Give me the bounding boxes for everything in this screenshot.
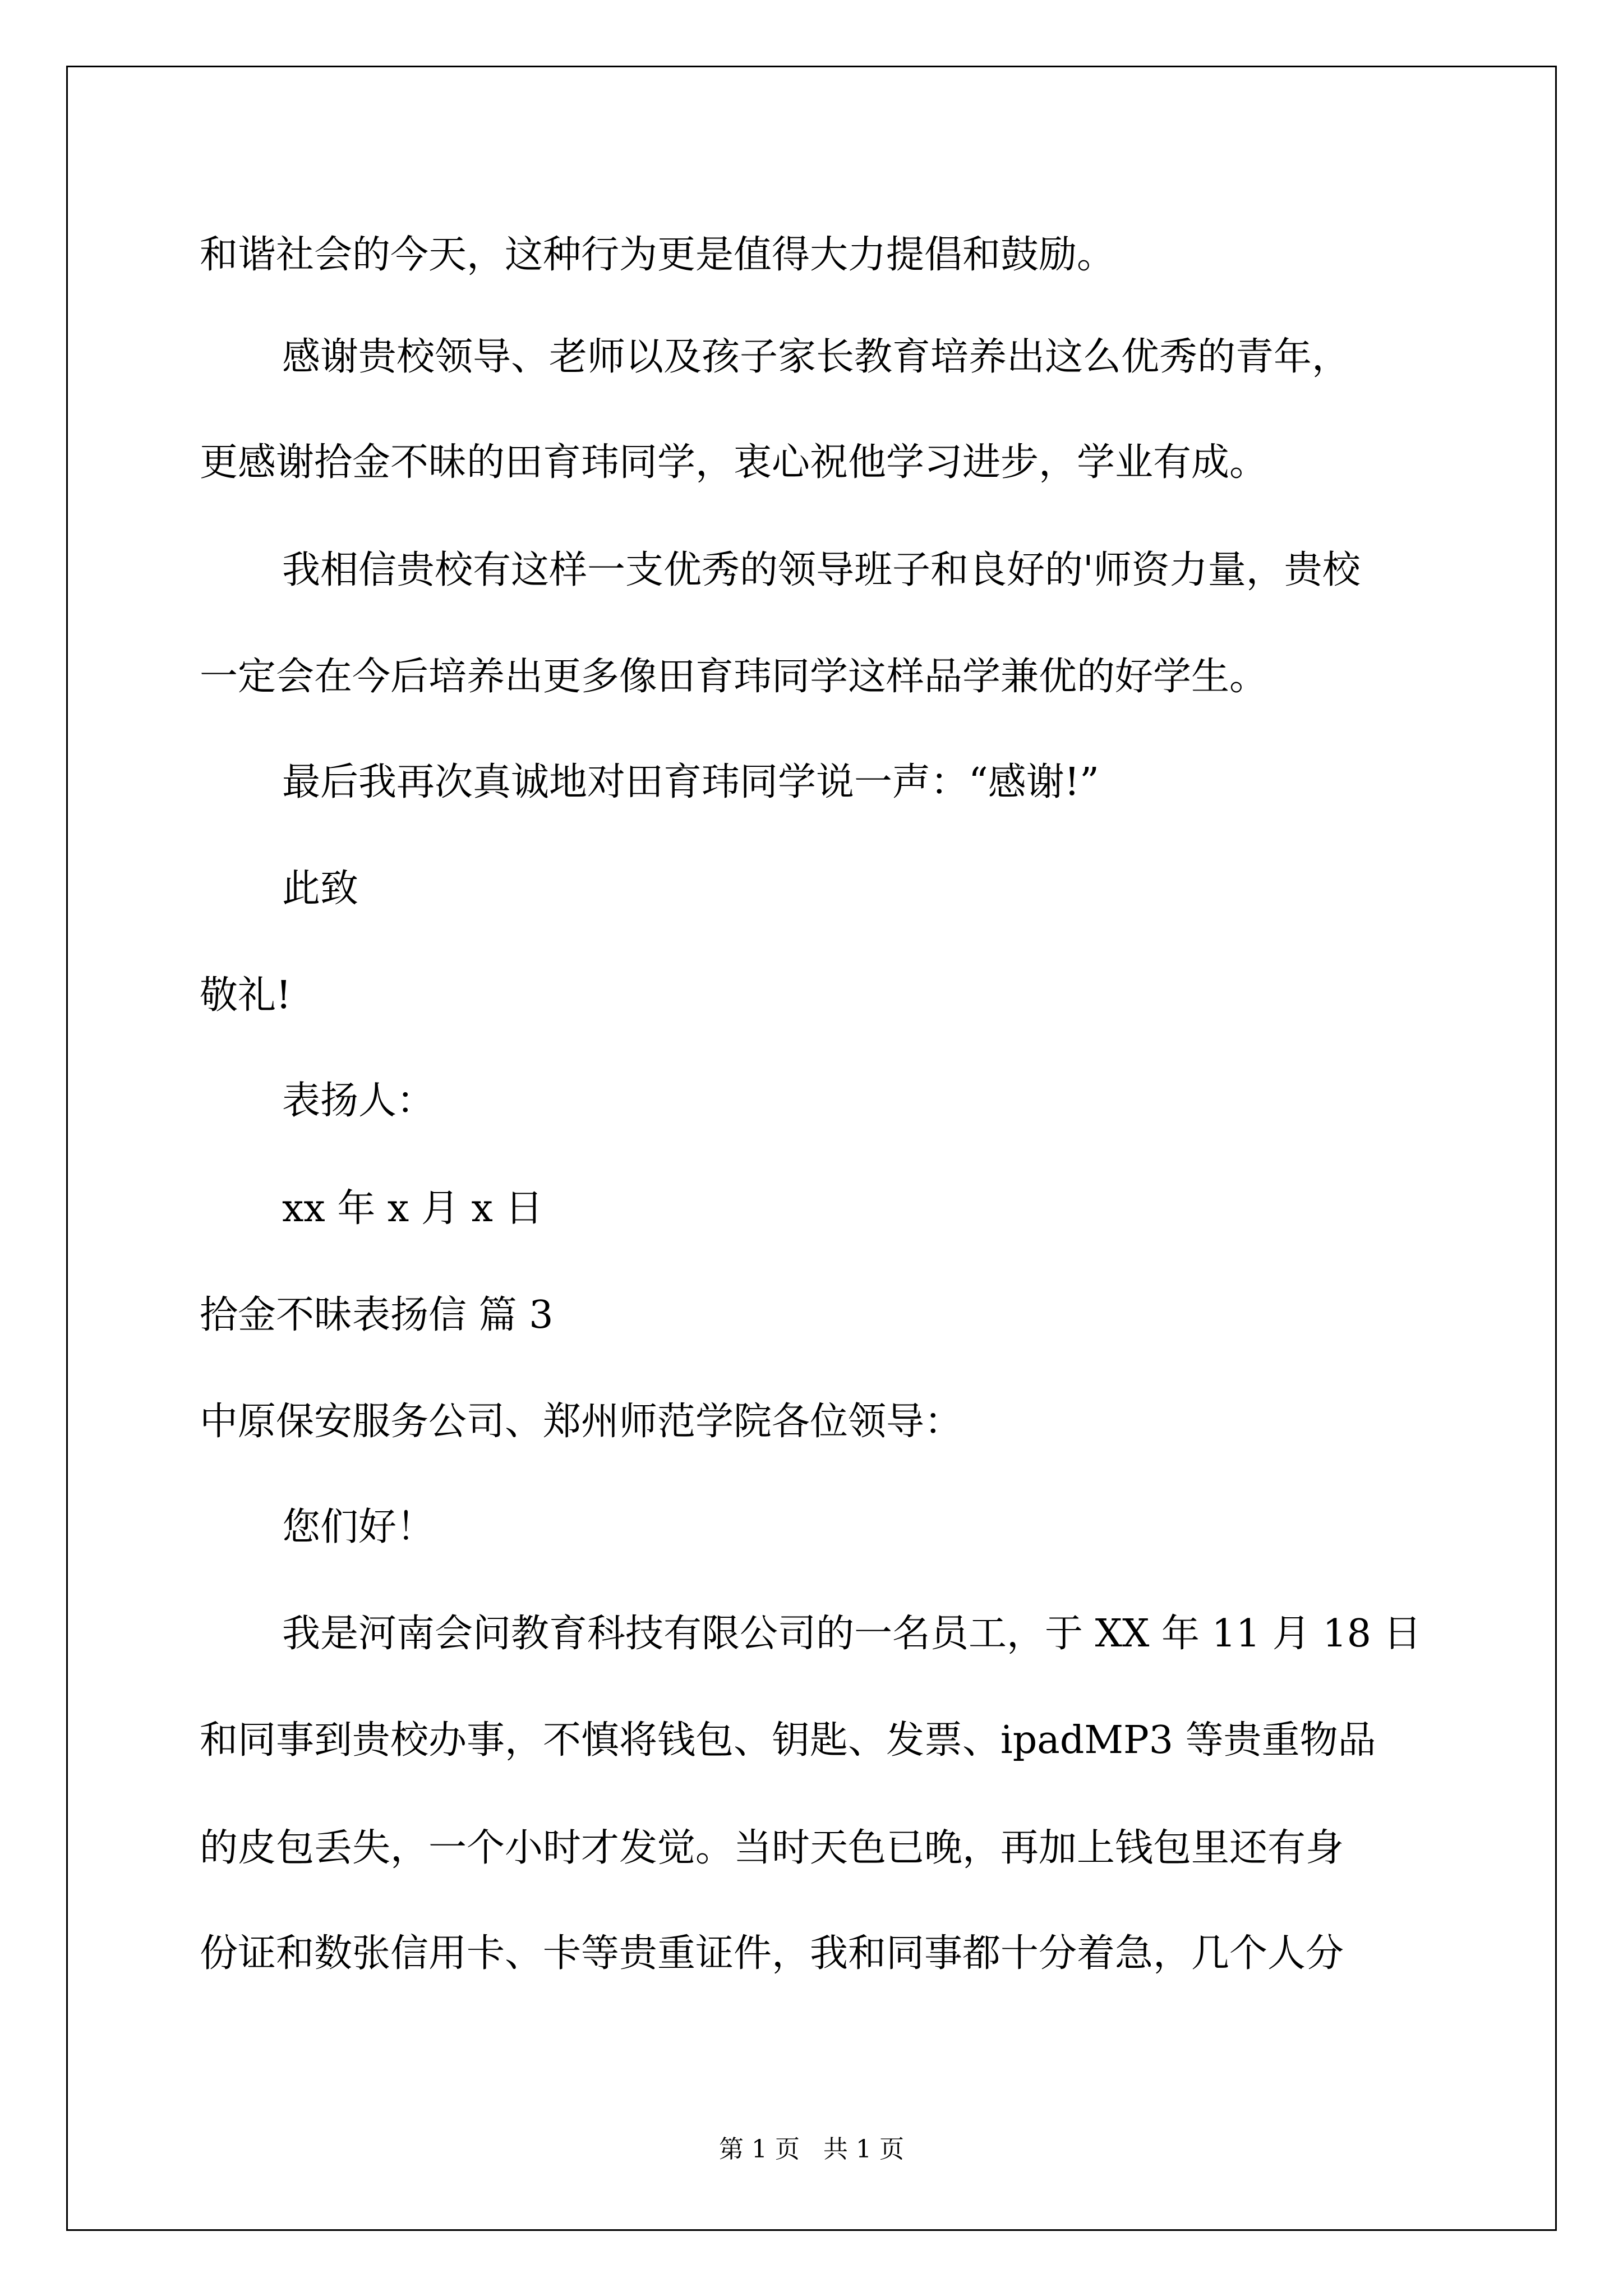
date-line: xx 年 x 月 x 日	[282, 1186, 543, 1231]
salutation-line: 敬礼!	[200, 973, 292, 1018]
text-line: 和同事到贵校办事，不慎将钱包、钥匙、发票、ipadMP3 等贵重物品	[200, 1718, 1376, 1763]
text-line: 的皮包丢失，一个小时才发觉。当时天色已晚，再加上钱包里还有身	[200, 1826, 1344, 1870]
addressee-line: 中原保安服务公司、郑州师范学院各位领导：	[200, 1400, 963, 1444]
text-line: 一定会在今后培养出更多像田育玮同学这样品学兼优的好学生。	[200, 655, 1268, 699]
text-line: 份证和数张信用卡、卡等贵重证件，我和同事都十分着急，几个人分	[200, 1931, 1344, 1976]
text-line: 我是河南会问教育科技有限公司的一名员工，于 XX 年 11 月 18 日	[282, 1612, 1422, 1656]
text-line: 和谐社会的今天，这种行为更是值得大力提倡和鼓励。	[200, 233, 1115, 277]
greeting-line: 您们好！	[282, 1505, 435, 1549]
page-border	[66, 66, 1557, 2231]
text-line: 更感谢拾金不昧的田育玮同学，衷心祝他学习进步，学业有成。	[200, 440, 1268, 485]
section-heading: 拾金不昧表扬信 篇 3	[200, 1293, 554, 1337]
signer-line: 表扬人：	[282, 1079, 435, 1123]
text-line: 我相信贵校有这样一支优秀的领导班子和良好的'师资力量，贵校	[282, 548, 1361, 592]
salutation-line: 此致	[282, 867, 359, 911]
text-line: 最后我再次真诚地对田育玮同学说一声：“感谢!”	[282, 760, 1099, 804]
text-line: 感谢贵校领导、老师以及孩子家长教育培养出这么优秀的青年，	[282, 335, 1350, 379]
page-number-footer: 第 1 页 共 1 页	[719, 2135, 904, 2164]
